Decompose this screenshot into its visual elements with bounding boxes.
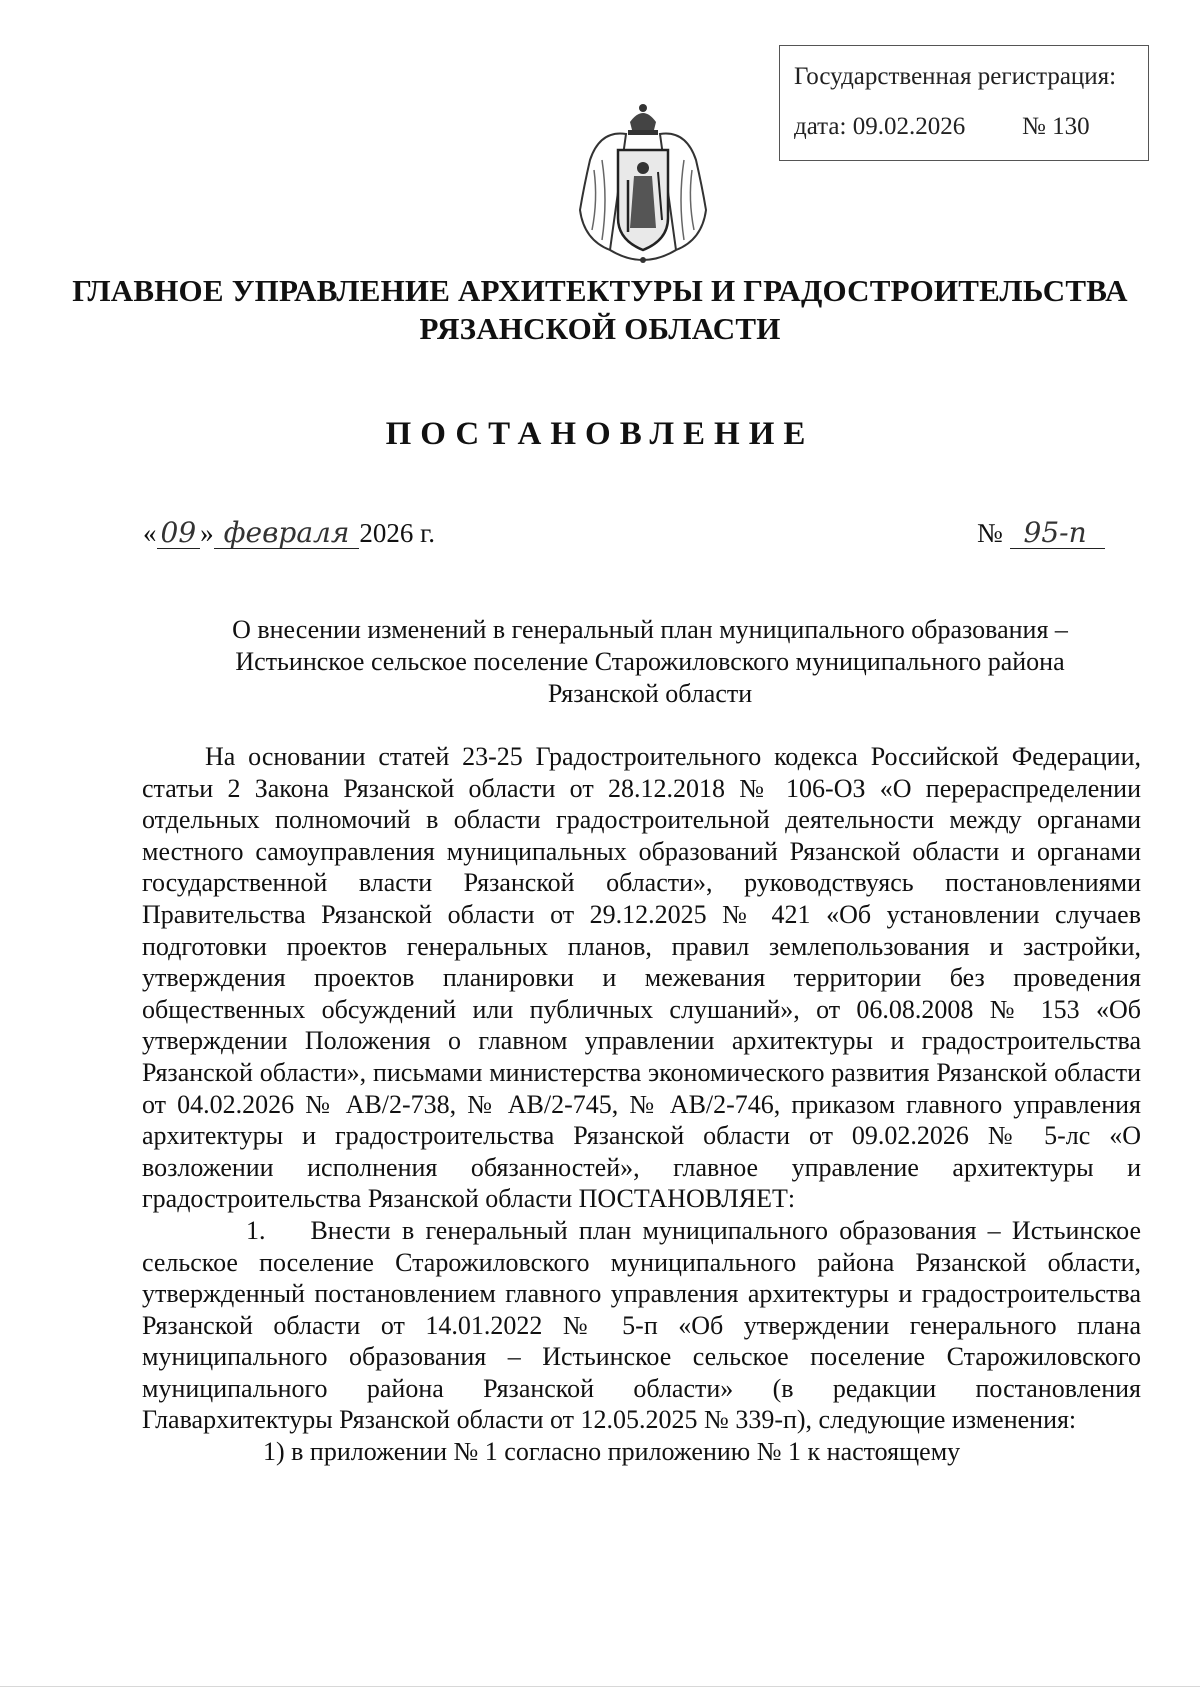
date-open-quote: « (143, 518, 157, 548)
date-close-quote: » (200, 518, 214, 548)
organization-title-line2: РЯЗАНСКОЙ ОБЛАСТИ (419, 311, 781, 346)
document-body (142, 741, 1141, 1468)
organization-title-line1: ГЛАВНОЕ УПРАВЛЕНИЕ АРХИТЕКТУРЫ И ГРАДОСТРОИТЕЛЬСТВА (72, 273, 1128, 308)
organization-title (0, 272, 1200, 348)
page-bottom-divider (0, 1686, 1200, 1687)
registration-stamp (779, 45, 1149, 161)
number-prefix: № (977, 518, 1003, 548)
number-value: 95-п (1010, 518, 1105, 549)
preamble-paragraph: На основании статей 23-25 Градостроительного кодекса Российской Федерации, статьи 2 Закона Рязанской области от 28.12.2018 № 106-ОЗ «О перераспределении отдельных полномочий в области градостроительной деятельности между органами местного самоуправления муниципальных образований Рязанской области и органами государственной власти Рязанской области», руководствуясь постановлениями Правительства Рязанской области от 29.12.2025 № 421 «Об установлении случаев подготовки проектов генеральных планов, правил землепользования и застройки, утверждения проектов планировки и межевания территории без проведения общественных обсуждений или публичных слушаний», от 06.08.2008 № 153 «Об утверждении Положения о главном управлении архитектуры и градостроительства Рязанской области», письмами министерства экономического развития Рязанской области от 04.02.2026 № АВ/2-738, № АВ/2-745, № АВ/2-746, приказом главного управления архитектуры и градостроительства Рязанской области от 09.02.2026 № 5-лс «О возложении исполнения обязанностей», главное управление архитектуры и градостроительства Рязанской области ПОСТАНОВЛЯЕТ: (142, 742, 1141, 1214)
date-month: февраля (214, 518, 360, 549)
subitem-1-paragraph: 1) в приложении № 1 согласно приложению № 1 к настоящему (263, 1437, 961, 1467)
subject-line2: Истьинское сельское поселение Старожиловского муниципального района (235, 647, 1065, 676)
date-year: 2026 г. (359, 518, 435, 548)
ryazan-coat-of-arms-icon (570, 100, 716, 270)
registration-number: № 130 (1022, 113, 1090, 140)
registration-date: дата: 09.02.2026 (794, 113, 966, 140)
document-number (977, 518, 1105, 549)
registration-title: Государственная регистрация: (794, 63, 1117, 90)
item-1-paragraph: 1. Внести в генеральный план муниципального образования – Истьинское сельское поселение Старожиловского муниципального района Рязанской области, утвержденный постановлением главного управления архитектуры и градостроительства Рязанской области от 14.01.2022 № 5-п «Об утверждении генерального плана муниципального образования – Истьинское сельское поселение Старожиловского муниципального района Рязанской области» (в редакции постановления Главархитектуры Рязанской области от 12.05.2025 № 339-п), следующие изменения: (142, 1215, 1141, 1435)
subject-line3: Рязанской области (547, 679, 753, 708)
document-date (143, 518, 435, 549)
date-day: 09 (157, 518, 201, 549)
subject-line1: О внесении изменений в генеральный план муниципального образования – (232, 615, 1068, 644)
document-type: ПОСТАНОВЛЕНИЕ (385, 416, 815, 452)
document-subject (120, 614, 1180, 710)
